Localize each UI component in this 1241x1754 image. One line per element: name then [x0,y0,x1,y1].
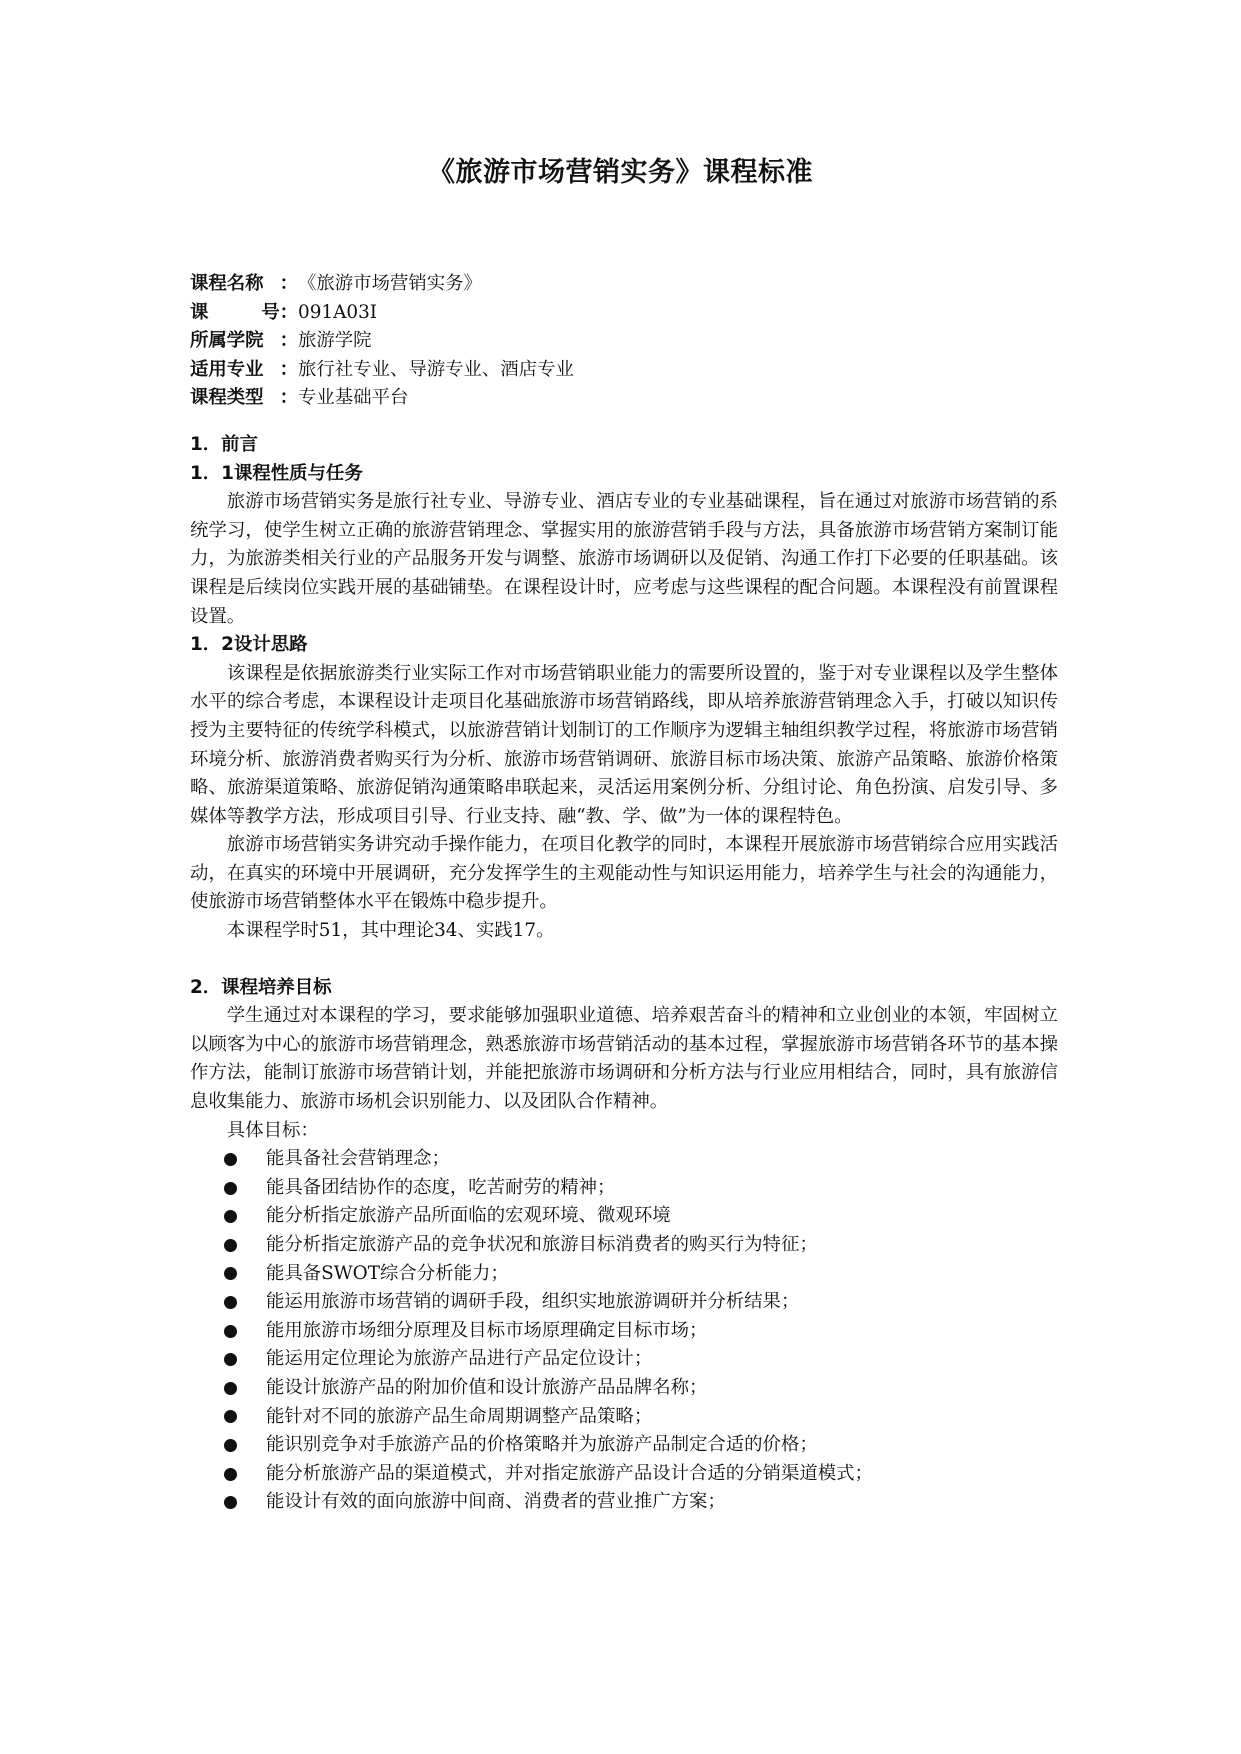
bullet-icon [190,1374,266,1403]
meta-college [190,327,1058,356]
bullet-icon [190,1145,266,1174]
bullet-icon [190,1460,266,1489]
list-item: 能分析指定旅游产品所面临的宏观环境、微观环境 [190,1202,1058,1231]
bullet-icon [190,1345,266,1374]
paragraph: 学生通过对本课程的学习，要求能够加强职业道德、培养艰苦奋斗的精神和立业创业的本领，牢固树立以顾客为中心的旅游市场营销理念，熟悉旅游市场营销活动的基本过程，掌握旅游市场营销各环节的基本操作方法，能制订旅游市场营销计划，并能把旅游市场调研和分析方法与行业应用相结合，同时，具有旅游信息收集能力、旅游市场机会识别能力、以及团队合作精神。 [190,1005,1058,1113]
section-heading-2: 2．课程培养目标 [190,976,332,998]
meta-label: 课程类型 ： [190,387,298,409]
list-item: 能分析指定旅游产品的竞争状况和旅游目标消费者的购买行为特征； [190,1231,1058,1260]
meta-course-type [190,384,1058,413]
bullet-icon [190,1288,266,1317]
list-item: 能运用定位理论为旅游产品进行产品定位设计； [190,1345,1058,1374]
bullet-icon [190,1231,266,1260]
list-item: 能分析旅游产品的渠道模式，并对指定旅游产品设计合适的分销渠道模式； [190,1460,1058,1489]
paragraph: 旅游市场营销实务讲究动手操作能力，在项目化教学的同时，本课程开展旅游市场营销综合应用实践活动，在真实的环境中开展调研，充分发挥学生的主观能动性与知识运用能力，培养学生与社会的沟通能力，使旅游市场营销整体水平在锻炼中稳步提升。 [190,834,1058,913]
bullet-icon [190,1403,266,1432]
meta-course-number [190,299,1058,328]
section-heading-1-2: 1．2设计思路 [190,634,308,656]
paragraph: 具体目标： [226,1119,319,1141]
list-item: 能用旅游市场细分原理及目标市场原理确定目标市场； [190,1317,1058,1346]
paragraph: 旅游市场营销实务是旅行社专业、导游专业、酒店专业的专业基础课程，旨在通过对旅游市场营销的系统学习，使学生树立正确的旅游营销理念、掌握实用的旅游营销手段与方法，具备旅游市场营销方案制订能力，为旅游类相关行业的产品服务开发与调整、旅游市场调研以及促销、沟通工作打下必要的任职基础。该课程是后续岗位实践开展的基础铺垫。在课程设计时，应考虑与这些课程的配合问题。本课程没有前置课程设置。 [190,491,1058,627]
list-item: 能设计有效的面向旅游中间商、消费者的营业推广方案； [190,1488,1058,1517]
meta-label: 所属学院 ： [190,330,298,352]
list-item: 能具备社会营销理念； [190,1145,1058,1174]
list-item: 能识别竞争对手旅游产品的价格策略并为旅游产品制定合适的价格； [190,1431,1058,1460]
bullet-icon [190,1317,266,1346]
meta-majors [190,356,1058,385]
document-body [190,270,1058,1517]
document-title: 《旅游市场营销实务》课程标准 [428,157,813,188]
meta-label: 课程名称 ： [190,273,298,294]
goals-list [190,1145,1058,1517]
paragraph: 该课程是依据旅游类行业实际工作对市场营销职业能力的需要所设置的，鉴于对专业课程以及学生整体水平的综合考虑，本课程设计走项目化基础旅游市场营销路线，即从培养旅游营销理念入手，打破以知识传授为主要特征的传统学科模式，以旅游营销计划制订的工作顺序为逻辑主轴组织教学过程，将旅游市场营销环境分析、旅游消费者购买行为分析、旅游市场营销调研、旅游目标市场决策、旅游产品策略、旅游价格策略、旅游渠道策略、旅游促销沟通策略串联起来，灵活运用案例分析、分组讨论、角色扮演、启发引导、多媒体等教学方法，形成项目引导、行业支持、融“教、学、做”为一体的课程特色。 [190,662,1058,827]
section-heading-1: 1．前言 [190,433,258,455]
meta-value: 《旅游市场营销实务》 [298,273,482,294]
meta-label: 课 号： [190,301,298,323]
meta-value: 专业基础平台 [298,387,409,409]
bullet-icon [190,1260,266,1289]
meta-value: 旅行社专业、导游专业、酒店专业 [298,358,574,380]
list-item: 能具备SWOT综合分析能力； [190,1260,1058,1289]
list-item: 能运用旅游市场营销的调研手段，组织实地旅游调研并分析结果； [190,1288,1058,1317]
section-heading-1-1: 1．1课程性质与任务 [190,462,363,484]
bullet-icon [190,1174,266,1203]
bullet-icon [190,1488,266,1517]
meta-value: 旅游学院 [298,330,372,352]
list-item: 能设计旅游产品的附加价值和设计旅游产品品牌名称； [190,1374,1058,1403]
meta-course-name [190,270,1058,299]
meta-value: 091A03I [298,301,378,323]
list-item: 能具备团结协作的态度，吃苦耐劳的精神； [190,1174,1058,1203]
list-item: 能针对不同的旅游产品生命周期调整产品策略； [190,1403,1058,1432]
bullet-icon [190,1202,266,1231]
paragraph: 本课程学时51，其中理论34、实践17。 [226,920,555,942]
bullet-icon [190,1431,266,1460]
meta-label: 适用专业 ： [190,358,298,380]
